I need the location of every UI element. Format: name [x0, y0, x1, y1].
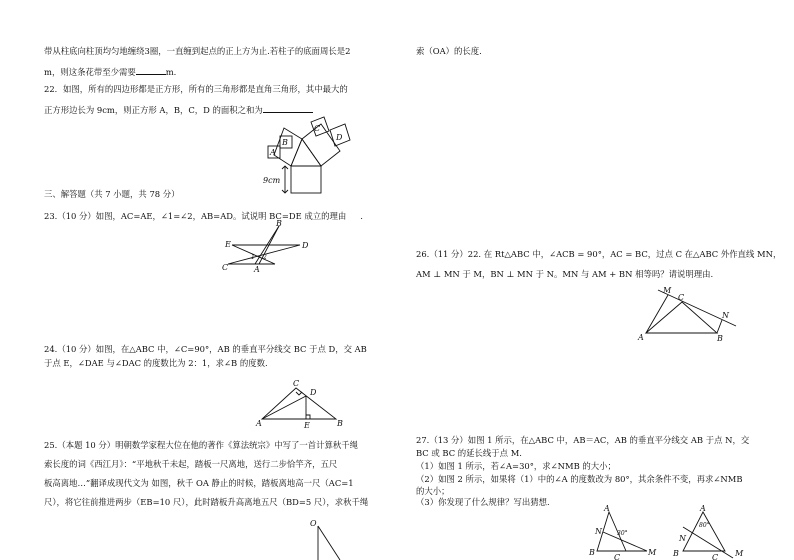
- section-3-heading: 三、解答题（共 7 小题，共 78 分）: [44, 189, 180, 199]
- q21-text-line2-b: m.: [165, 67, 177, 77]
- q27-text-line5: 的大小；: [416, 486, 450, 496]
- q21-text-line2-a: m，则这条花带至少需要: [44, 67, 136, 77]
- q22-label-B: B: [282, 138, 288, 147]
- q27-fig1-label-B: B: [589, 548, 595, 557]
- q27-fig2-angle-label: 80°: [699, 522, 710, 529]
- q24-label-B: B: [337, 419, 343, 428]
- q27-fig2-label-C: C: [712, 553, 719, 560]
- q22-label-A: A: [270, 148, 276, 157]
- q27-text-line4: （2）如图 2 所示，如果将（1）中的∠A 的度数改为 80°，其余条件不变，再求∠NMB: [416, 474, 743, 484]
- q22-text-line2-a: 正方形边长为 9cm，则正方形 A，B，C，D 的面积之和为: [44, 105, 263, 115]
- q27-text-line6: （3）你发现了什么规律？写出猜想.: [416, 497, 550, 507]
- q26-text-line1: 26.（11 分）22. 在 Rt△ABC 中，∠ACB = 90°，AC = BC，过点 C 在△ABC 外作直线 MN，: [416, 249, 782, 259]
- q26-label-B: B: [717, 334, 723, 343]
- q25-text-line3: 板高离地…”翻译成现代文为 如图，秋千 OA 静止的时候，踏板离地高一尺（AC=1: [44, 478, 354, 488]
- q27-fig1-label-N: N: [595, 527, 602, 536]
- q24-label-D: D: [310, 388, 317, 397]
- q23-text-end: .: [360, 211, 363, 221]
- q27-fig1-label-C: C: [614, 553, 621, 560]
- q21-text-line1: 带从柱底向柱顶均匀地缠绕3圈，一直缠到起点的正上方为止.若柱子的底面周长是2: [44, 46, 351, 56]
- q24-text-line2: 于点 E，∠DAE 与∠DAC 的度数比为 2：1，求∠B 的度数.: [44, 358, 268, 368]
- q23-label-D: D: [302, 241, 309, 250]
- q27-fig2-triangle: [683, 512, 725, 551]
- q26-label-C: C: [678, 293, 685, 302]
- q26-text-line2: AM ⊥ MN 于 M，BN ⊥ MN 于 N。MN 与 AM + BN 相等吗？请说明理由.: [416, 269, 714, 279]
- q24-label-E: E: [304, 421, 310, 430]
- q23-label-C: C: [222, 263, 229, 272]
- q23-label-angle-1: 1: [251, 254, 255, 261]
- q27-fig2-label-M: M: [735, 549, 744, 558]
- q27-text-line2: BC 或 BC 的延长线于点 M.: [416, 448, 522, 458]
- q23-label-angle-2: 2: [263, 254, 267, 261]
- q27-fig2-label-B: B: [673, 549, 679, 558]
- q24-label-C: C: [293, 379, 300, 388]
- q26-label-A: A: [638, 333, 644, 342]
- q26-label-N: N: [722, 311, 729, 320]
- q27-fig1-label-A: A: [604, 504, 610, 513]
- q27-fig1-label-M: M: [648, 548, 657, 557]
- q27-fig2-label-N: N: [679, 534, 686, 543]
- q26-label-M: M: [663, 286, 672, 295]
- q23-label-B: B: [276, 219, 282, 228]
- q22-label-side: 9cm: [263, 176, 281, 185]
- q25-text-line2: 索长度的词《西江月》：“平地秋千未起，踏板一尺离地，送行二步恰竿齐，五尺: [44, 459, 338, 469]
- q22-label-D: D: [336, 133, 343, 142]
- q25-text-line4: 尺），将它往前推进两步（EB=10 尺），此时踏板升高离地五尺（BD=5 尺），求秋千绳: [44, 497, 369, 507]
- q24-text-line1: 24.（10 分）如图，在△ABC 中，∠C=90°，AB 的垂直平分线交 BC 于点 D，交 AB: [44, 344, 367, 354]
- q24-label-A: A: [256, 419, 262, 428]
- q23-label-E: E: [225, 240, 231, 249]
- q27-fig2-label-A: A: [700, 504, 706, 513]
- q27-fig2-bisector-NM: [683, 527, 733, 558]
- q22-text-line1: 22．如图，所有的四边形都是正方形，所有的三角形都是直角三角形，其中最大的: [44, 84, 348, 94]
- q23-text-line1-a: 23.（10 分）如图，AC=AE，∠1=∠2，AB=AD。试说明 BC=DE 成立的理由: [44, 211, 347, 221]
- q25-continued-text: 索（OA）的长度.: [416, 46, 482, 56]
- q27-text-line1: 27.（13 分）如图 1 所示，在△ABC 中，AB＝AC，AB 的垂直平分线交 AB 于点 N，交: [416, 435, 750, 445]
- q27-fig1-angle-label: 30°: [617, 530, 628, 537]
- q27-text-line3: （1）如图 1 所示，若∠A=30°，求∠NMB 的大小；: [416, 461, 616, 471]
- q23-label-A: A: [254, 265, 260, 274]
- q25-label-O: O: [310, 519, 317, 528]
- q25-text-line1: 25.（本题 10 分）明朝数学家程大位在他的著作《算法统宗》中写了一首计算秋千绳: [44, 440, 359, 450]
- q22-label-C: C: [314, 124, 321, 133]
